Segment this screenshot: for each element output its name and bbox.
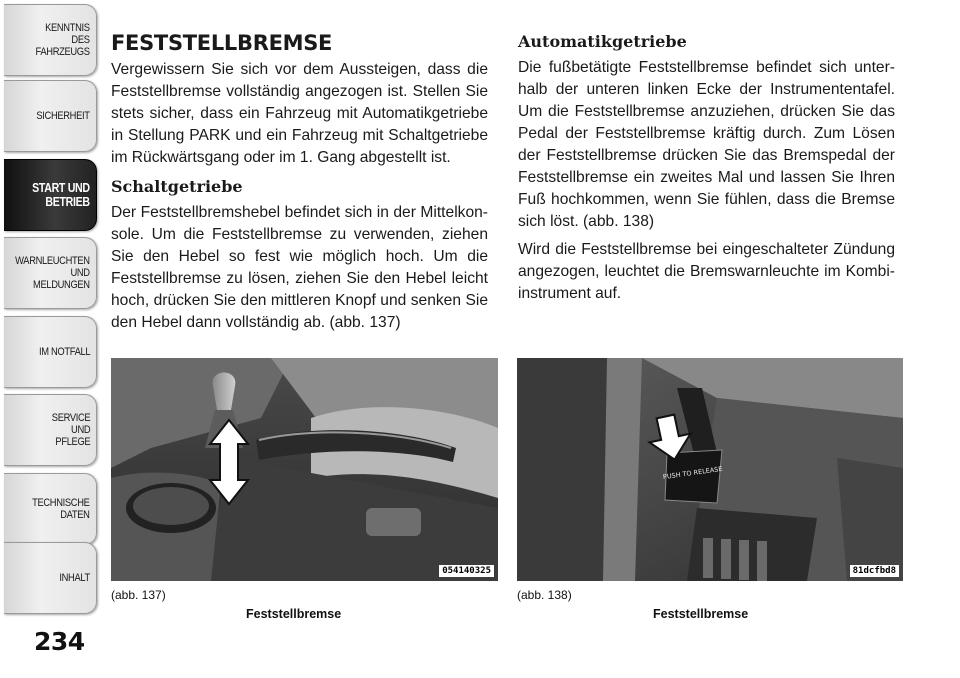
right-column <box>518 30 895 311</box>
tab-service-und-pflege[interactable] <box>4 394 97 466</box>
subheading-schaltgetriebe: Schaltgetriebe <box>111 177 243 196</box>
tab-sicherheit[interactable] <box>4 80 97 152</box>
tab-label: IM NOTFALL <box>38 346 90 358</box>
pedal-text: PUSH TO RELEASE <box>662 464 723 482</box>
tab-warnleuchten-und-meldungen[interactable] <box>4 237 97 309</box>
tab-kenntnis-des-fahrzeugs[interactable] <box>4 4 97 76</box>
tab-label: KENNTNIS DES FAHRZEUGS <box>35 22 90 58</box>
tab-technische-daten[interactable] <box>4 473 97 545</box>
figure-code: 054140325 <box>439 565 494 577</box>
subheading-automatikgetriebe: Automatikgetriebe <box>518 32 687 51</box>
body-paragraph: Die fußbetätigte Feststellbremse befindet sich unterhalb der unteren linken Ecke der Instrumententafel. Um die Feststellbremse anzuziehen, drücken Sie das Pedal der Feststellbremse kräftig durch. Zum Lösen der Feststellbremse drücken Sie das Bremspedal der Feststellbremse ein zweites Mal und lassen Sie Ihren Fuß hochkommen, wenn Sie fühlen, dass die Bremse sich löst. (abb. 138) <box>518 59 895 230</box>
tab-label: START UND BETRIEB <box>32 181 90 209</box>
figure-label: (abb. 137) <box>111 588 166 602</box>
figure-caption: Feststellbremse <box>653 607 749 621</box>
tab-inhalt[interactable] <box>4 542 97 614</box>
chapter-tabs <box>0 0 100 620</box>
figure-foot-parking-brake <box>517 358 903 581</box>
page-number: 234 <box>34 627 85 656</box>
left-column <box>111 30 488 340</box>
foot-parking-brake-illustration <box>517 358 903 581</box>
tab-im-notfall[interactable] <box>4 316 97 388</box>
tab-start-und-betrieb[interactable] <box>4 159 97 231</box>
tab-label: WARNLEUCHTEN UND MELDUNGEN <box>15 255 90 291</box>
figure-label: (abb. 138) <box>517 588 572 602</box>
figure-code: 81dcfbd8 <box>850 565 899 577</box>
tab-label: INHALT <box>59 572 90 584</box>
tab-label: SERVICE UND PFLEGE <box>51 412 90 448</box>
tab-label: SICHERHEIT <box>36 110 90 122</box>
tab-label: TECHNISCHE DATEN <box>32 497 90 521</box>
figure-parking-brake-lever <box>111 358 498 581</box>
section-title: FESTSTELLBREMSE <box>111 31 333 55</box>
body-paragraph: Wird die Feststellbremse bei eingeschalteter Zündung angezogen, leuchtet die Bremswarnleuchte im Kombiinstrument auf. <box>518 241 895 302</box>
parking-brake-lever-illustration <box>111 358 498 581</box>
figure-caption: Feststellbremse <box>246 607 342 621</box>
intro-paragraph: Vergewissern Sie sich vor dem Aussteigen, dass die Feststellbremse vollständig angezogen ist. Stellen Sie stets sicher, dass ein Fahrzeug mit Automatikgetriebe in Stellung PARK und ein Fahrzeug mit Schaltgetriebe im Rückwärtsgang oder im 1. Gang abgestellt ist. <box>111 61 488 166</box>
body-paragraph: Der Feststellbremshebel befindet sich in der Mittelkonsole. Um die Feststellbremse zu verwenden, ziehen Sie den Hebel so fest wie möglich hoch. Um die Feststellbremse zu lösen, ziehen Sie den Hebel leicht hoch, drücken Sie den mittleren Knopf und senken Sie den Hebel dann vollständig ab. (abb. 137) <box>111 204 488 331</box>
